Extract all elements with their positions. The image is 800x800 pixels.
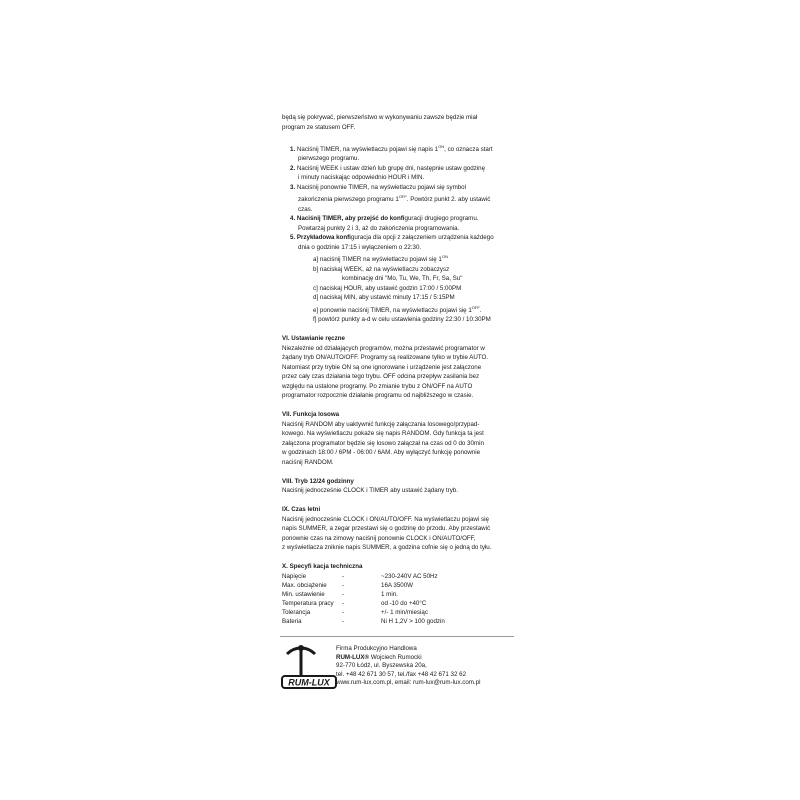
section-heading: VII. Funkcja losowa — [282, 411, 340, 419]
table-row: Temperatura pracy - od -10 do +40°C — [282, 599, 427, 607]
rum-lux-logo — [281, 642, 337, 692]
company-address: 92-770 Łódź, ul. Byszewska 20a, — [336, 662, 427, 670]
section-heading: VIII. Tryb 12/24 godzinny — [282, 477, 354, 485]
substep: d] naciskaj MIN, aby ustawić minuty 17:15 / 5:15PM — [313, 294, 455, 302]
section-line: Natomiast przy trybie ON są one ignorowane i urządzenie jest załączone — [282, 363, 482, 371]
substep: b] naciskaj WEEK, aż na wyświetlaczu zobaczysz — [313, 265, 450, 273]
step-2: 2. Naciśnij WEEK i ustaw dzień lub grupę dni, następnie ustaw godzinę i minuty naciskając odpowiednio HOUR i MIN. — [290, 164, 486, 182]
svg-text:RUM-LUX: RUM-LUX — [288, 677, 330, 688]
section-line: załączona programator będzie się losowo załączał na czas od 0 do 30min — [282, 439, 484, 447]
table-row: Napięcie - ~230-240V AC 50Hz — [282, 572, 438, 580]
section-summer-time — [282, 505, 522, 553]
section-line: Naciśnij RANDOM aby uaktywnić funkcję załączania losowego/przypad- — [282, 420, 480, 428]
section-line: programator rozpocznie działanie programu od najbliższego w czasie. — [282, 392, 474, 400]
table-row: Tolerancja - +/- 1 min/miesiąc — [282, 608, 428, 616]
section-heading: VI. Ustawianie ręczne — [282, 335, 345, 343]
step-1: 1. Naciśnij TIMER, na wyświetlaczu pojawi się napis $1^{ON}$, co oznacza start pierwszego programu. — [290, 143, 493, 163]
section-line: ponownie czas na zimowy naciśnij ponownie CLOCK i ON/AUTO/OFF, — [282, 534, 476, 542]
section-line: kowego. Na wyświetlaczu pokaże się napis RANDOM. Gdy funkcja ta jest — [282, 430, 484, 438]
substep: a] naciśnij TIMER na wyświetlaczu pojawi się $1^{ON}$ — [313, 254, 448, 264]
section-line: z wyświetlacza zniknie napis SUMMER, a godzina cofnie się o jedną do tyłu. — [282, 544, 492, 552]
section-line: względu na ustalone programy. Po zmianie trybu z ON/OFF na AUTO — [282, 382, 473, 390]
company-info — [336, 645, 536, 688]
substep: e] ponownie naciśnij TIMER, na wyświetlaczu pojawi się $1^{OFF}$. — [313, 304, 482, 314]
intro-paragraph — [282, 113, 522, 132]
company-phone: tel. +48 42 671 30 57, tel./fax +48 42 671 32 62 — [336, 670, 467, 678]
section-random — [282, 410, 522, 467]
spec-table — [282, 572, 445, 626]
section-line: przez cały czas działania tego trybu. OFF odcina przepływ zasilania bez — [282, 373, 480, 381]
company-line: RUM-LUX® Wojciech Rumocki — [336, 653, 422, 661]
section-spec — [282, 562, 522, 626]
table-row: Max. obciążenie - 16A 3500W — [282, 581, 413, 589]
section-12-24 — [282, 477, 522, 496]
step-3: 3. Naciśnij ponownie TIMER, na wyświetlaczu pojawi się symbol zakończenia pierwszego programu $1^{OFF}$. Powtórz punkt 2. aby ustawić czas. — [290, 183, 491, 213]
instruction-page — [282, 113, 522, 626]
section-manual — [282, 334, 522, 401]
substep: c] naciskaj HOUR, aby ustawić godzin 17:00 / 5:00PM — [313, 284, 462, 292]
step-4: 4. Naciśnij TIMER, aby przejść do konfiguracji drugiego programu. Powtarzaj punkty 2 i 3, aż do zakończenia programowania. — [290, 215, 479, 232]
intro-line: program ze statusem OFF. — [282, 123, 356, 131]
company-line: Firma Produkcyjno Handlowa — [336, 645, 417, 652]
footer-divider — [280, 636, 514, 637]
section-line: Niezależnie od działających programów, można przestawić programator w — [282, 344, 485, 352]
timer-steps — [282, 142, 522, 325]
section-heading: IX. Czas letni — [282, 506, 321, 514]
step-5: 5. Przykładowa konfiguracja dla opcji z załączeniem urządzenia każdego dnia o godzinie 17:15 i wyłączeniem o 22:30. — [290, 234, 494, 251]
substep: f] powtórz punkty a-d w celu ustawienia godziny 22:30 / 10:30PM — [313, 316, 491, 324]
section-line: żądany tryb ON/AUTO/OFF. Programy są realizowane tylko w trybie AUTO. — [282, 354, 489, 362]
table-row: Bateria - Ni H 1,2V > 100 godzin — [282, 617, 445, 625]
substep: kombinację dni "Mo, Tu, We, Th, Fr, Sa, Su" — [342, 275, 463, 283]
company-web-email[interactable]: www.rum-lux.com.pl, email: rum-lux@rum-lux.com.pl — [336, 679, 481, 687]
section-line: naciśnij RANDOM. — [282, 458, 334, 466]
intro-line: będą się pokrywać, pierwszeństwo w wykonywaniu zawsze będzie miał — [282, 114, 478, 121]
section-line: napis SUMMER, a zegar przestawi się o godzinę do przodu. Aby przestawić — [282, 525, 491, 533]
lamp-logo-icon — [281, 642, 337, 692]
section-line: w godzinach 18:00 / 6PM - 06:00 / 6AM. Aby wyłączyć funkcję ponownie — [282, 449, 481, 457]
section-line: Naciśnij jednocześnie CLOCK i TIMER aby ustawić żądany tryb. — [282, 487, 458, 495]
table-row: Min. ustawienie - 1 min. — [282, 590, 398, 598]
example-substeps — [282, 252, 522, 325]
section-heading: X. Specyfi kacja techniczna — [282, 563, 363, 571]
section-line: Naciśnij jednocześnie CLOCK i ON/AUTO/OFF. Na wyświetlaczu pojawi się — [282, 515, 489, 523]
